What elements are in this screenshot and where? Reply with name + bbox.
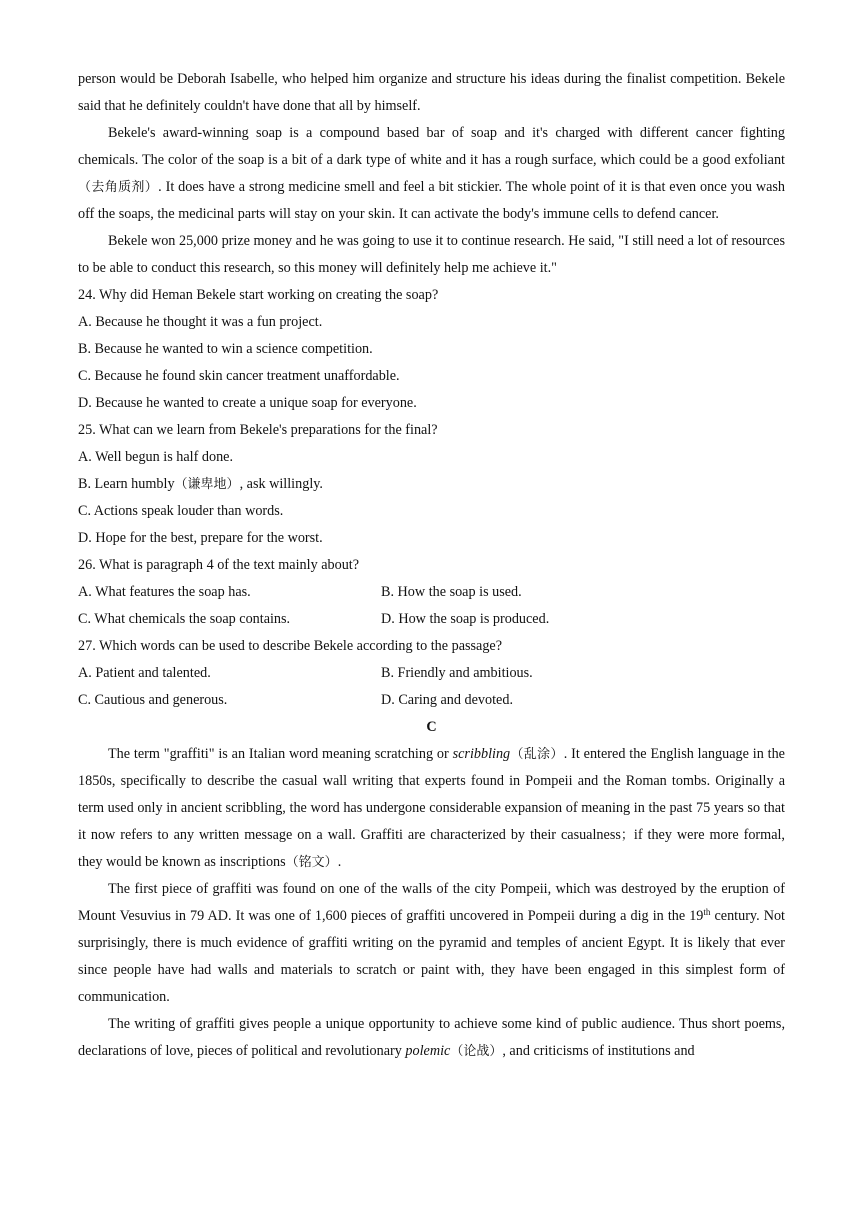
text: if they were more formal, they would be known as inscriptions xyxy=(78,827,785,870)
option-d: D. Caring and devoted. xyxy=(381,692,513,708)
chinese-gloss: （乱涂） xyxy=(510,747,564,762)
chinese-gloss: （谦卑地） xyxy=(174,477,240,492)
text: B. Learn humbly xyxy=(78,476,175,492)
option-b: B. Because he wanted to win a science competition. xyxy=(78,341,373,357)
option-b: B. How the soap is used. xyxy=(381,584,522,600)
question-stem: 24. Why did Heman Bekele start working on creating the soap? xyxy=(78,287,439,303)
question-stem: 26. What is paragraph 4 of the text mainly about? xyxy=(78,557,360,573)
chinese-gloss: （去角质剂） xyxy=(78,180,159,195)
paragraph-public-audience xyxy=(78,1011,785,1065)
text: The first piece of graffiti was found on one of the walls of the city Pompeii, which was destroyed by the eruption of Mount Vesuvius in 79 AD. It was one of 1,600 pieces of graffiti uncovered in Pompeii during a dig in the 19 xyxy=(78,881,785,924)
option-d: D. Because he wanted to create a unique soap for everyone. xyxy=(78,395,417,411)
question-25 xyxy=(78,417,785,552)
option-a: A. Well begun is half done. xyxy=(78,449,234,465)
options-row xyxy=(78,687,785,714)
option-b: B. Friendly and ambitious. xyxy=(381,665,533,681)
option-c: C. Actions speak louder than words. xyxy=(78,503,284,519)
question-26 xyxy=(78,552,785,633)
text: The writing of graffiti gives people a unique opportunity to achieve some kind of public audience. Thus short poems, declarations of love, pieces of political and revolutionary xyxy=(78,1016,785,1059)
text: century. Not surprisingly, there is much evidence of graffiti writing on the pyramid and temples of ancient Egypt. It is likely that ever since people have had walls and materials to scratch or paint with, they have been engaged in this simplest form of communication. xyxy=(78,908,785,1005)
option-b xyxy=(78,471,785,498)
chinese-punctuation: ； xyxy=(620,828,634,843)
chinese-gloss: （铭文） xyxy=(285,855,338,870)
paragraph-prize-money: Bekele won 25,000 prize money and he was going to use it to continue research. He said, "I still need a lot of resources to be able to conduct this research, so this money will definitely help me achieve it." xyxy=(78,233,785,276)
document-page xyxy=(78,66,785,1065)
option-c: C. Because he found skin cancer treatment unaffordable. xyxy=(78,368,400,384)
text: Bekele's award-winning soap is a compound based bar of soap and it's charged with different cancer fighting chemicals. The color of the soap is a bit of a dark type of white and it has a rough surface, which could be a good exfoliant xyxy=(78,125,785,168)
text: The term "graffiti" is an Italian word meaning scratching or xyxy=(108,746,453,762)
options-row xyxy=(78,606,785,633)
option-a: A. Patient and talented. xyxy=(78,665,211,681)
question-24 xyxy=(78,282,785,417)
options-row xyxy=(78,660,785,687)
option-c: C. What chemicals the soap contains. xyxy=(78,611,291,627)
text: , ask willingly. xyxy=(239,476,323,492)
paragraph-continued: person would be Deborah Isabelle, who helped him organize and structure his ideas during the finalist competition. Bekele said that he definitely couldn't have done that all by himself. xyxy=(78,71,785,114)
option-d: D. How the soap is produced. xyxy=(381,611,550,627)
chinese-gloss: （论战） xyxy=(450,1044,503,1059)
question-stem: 27. Which words can be used to describe Bekele according to the passage? xyxy=(78,638,503,654)
text: . xyxy=(337,854,342,870)
text: , and criticisms of institutions and xyxy=(502,1043,695,1059)
paragraph-graffiti-term xyxy=(78,741,785,876)
italic-term: scribbling xyxy=(452,746,511,762)
italic-term: polemic xyxy=(405,1043,451,1059)
option-c: C. Cautious and generous. xyxy=(78,692,228,708)
option-a: A. Because he thought it was a fun project. xyxy=(78,314,323,330)
text: . It entered the English language in the 1850s, specifically to describe the casual wall writing that experts found in Pompeii and the Roman tombs. Originally a term used only in ancient scribbling, the word has undergone considerable expansion of meaning in the past 75 years so that it now refers to any written message on a wall. Graffiti are characterized by their casualness xyxy=(78,746,785,843)
section-title: C xyxy=(426,719,437,735)
question-stem: 25. What can we learn from Bekele's preparations for the final? xyxy=(78,422,438,438)
question-27 xyxy=(78,633,785,714)
text: . It does have a strong medicine smell and feel a bit stickier. The whole point of it is that even once you wash off the soaps, the medicinal parts will stay on your skin. It can activate the body's immune cells to defend cancer. xyxy=(78,179,785,222)
paragraph-soap-features xyxy=(78,120,785,228)
options-row xyxy=(78,579,785,606)
option-d: D. Hope for the best, prepare for the worst. xyxy=(78,530,323,546)
option-a: A. What features the soap has. xyxy=(78,584,251,600)
superscript: th xyxy=(703,907,711,917)
paragraph-first-graffiti xyxy=(78,876,785,1011)
